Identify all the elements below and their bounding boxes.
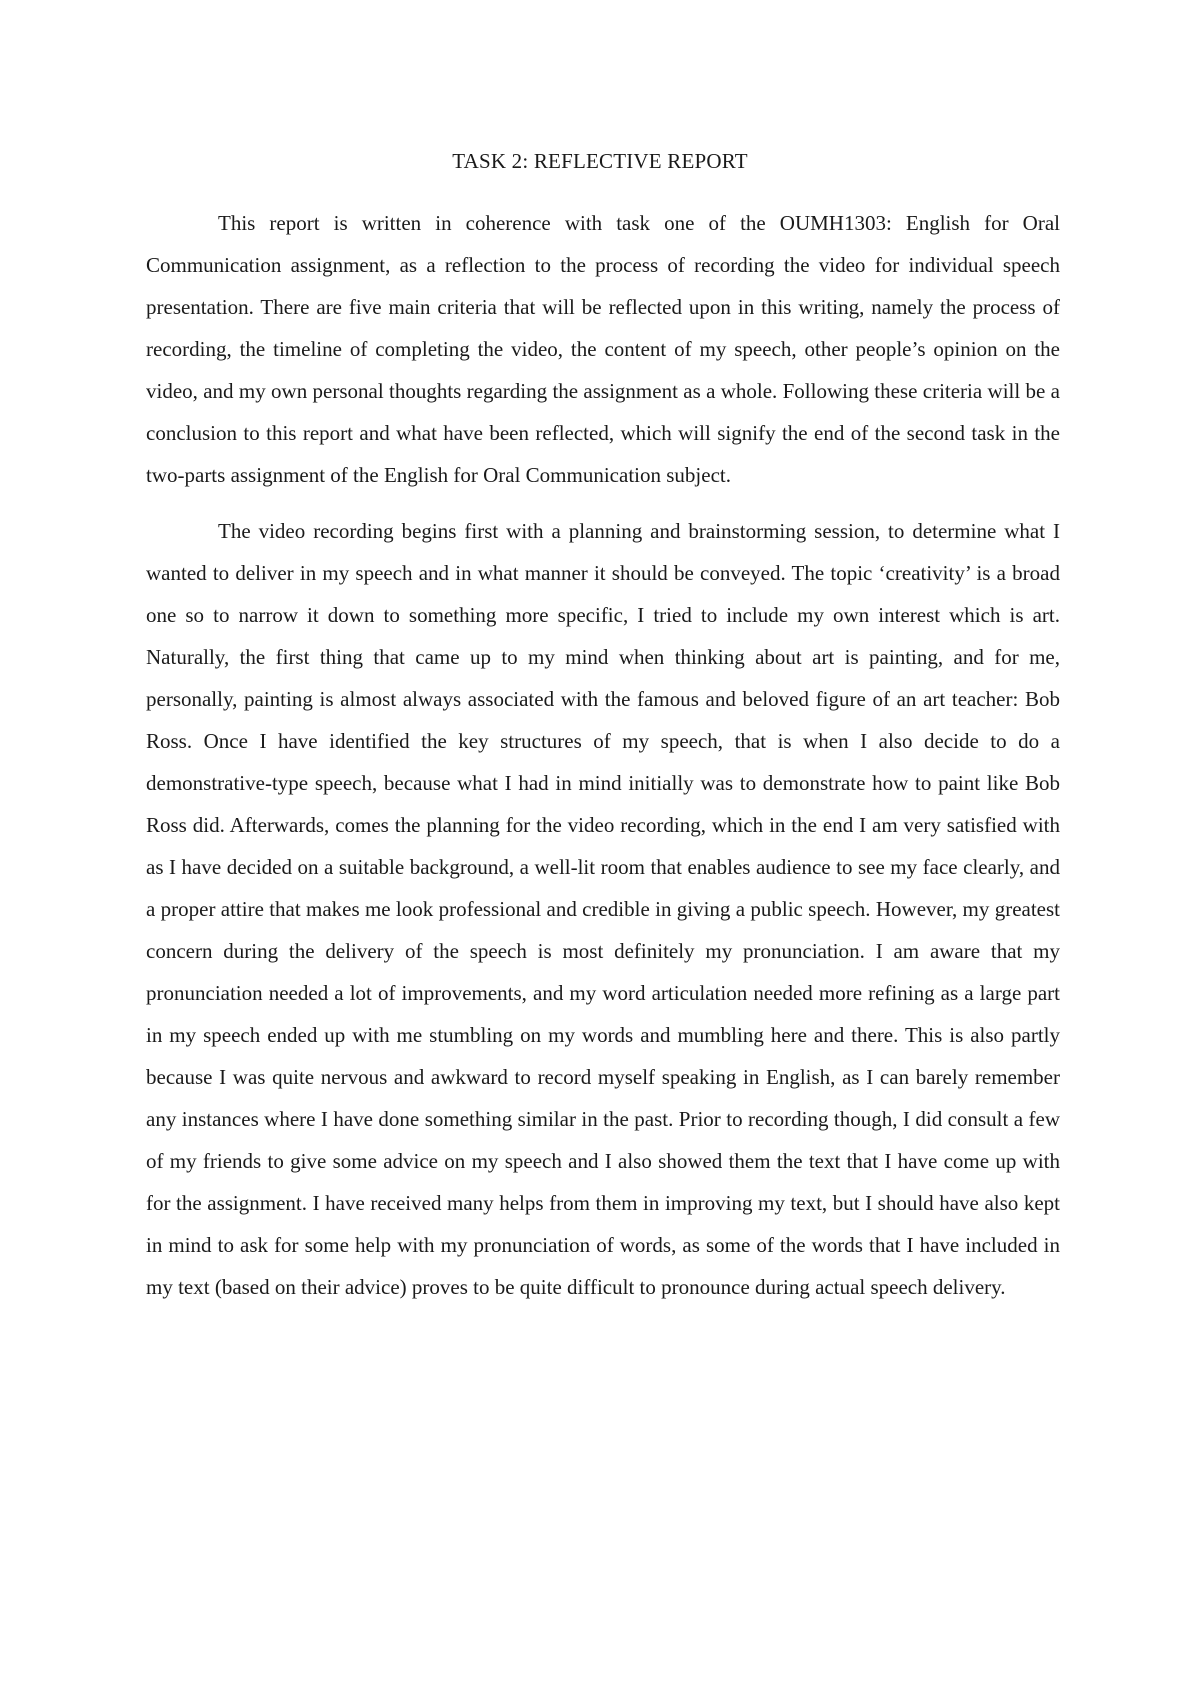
paragraph-introduction: This report is written in coherence with task one of the OUMH1303: English for Oral Communication assignment, as a reflection to the process of recording the video for individual speech presentation. There are five main criteria that will be reflected upon in this writing, namely the process of recording, the timeline of completing the video, the content of my speech, other people’s opinion on the video, and my own personal thoughts regarding the assignment as a whole. Following these criteria will be a conclusion to this report and what have been reflected, which will signify the end of the second task in the two-parts assignment of the English for Oral Communication subject. [146,211,1060,487]
paragraph-recording-process: The video recording begins first with a planning and brainstorming session, to determine what I wanted to deliver in my speech and in what manner it should be conveyed. The topic ‘creativity’ is a broad one so to narrow it down to something more specific, I tried to include my own interest which is art. Naturally, the first thing that came up to my mind when thinking about art is painting, and for me, personally, painting is almost always associated with the famous and beloved figure of an art teacher: Bob Ross. Once I have identified the key structures of my speech, that is when I also decide to do a demonstrative-type speech, because what I had in mind initially was to demonstrate how to paint like Bob Ross did. Afterwards, comes the planning for the video recording, which in the end I am very satisfied with as I have decided on a suitable background, a well-lit room that enables audience to see my face clearly, and a proper attire that makes me look professional and credible in giving a public speech. However, my greatest concern during the delivery of the speech is most definitely my pronunciation. I am aware that my pronunciation needed a lot of improvements, and my word articulation needed more refining as a large part in my speech ended up with me stumbling on my words and mumbling here and there. This is also partly because I was quite nervous and awkward to record myself speaking in English, as I can barely remember any instances where I have done something similar in the past. Prior to recording though, I did consult a few of my friends to give some advice on my speech and I also showed them the text that I have come up with for the assignment. I have received many helps from them in improving my text, but I should have also kept in mind to ask for some help with my pronunciation of words, as some of the words that I have included in my text (based on their advice) proves to be quite difficult to pronounce during actual speech delivery. [146,519,1060,1299]
document-body [146,202,1060,1308]
document-title: TASK 2: REFLECTIVE REPORT [452,149,748,173]
